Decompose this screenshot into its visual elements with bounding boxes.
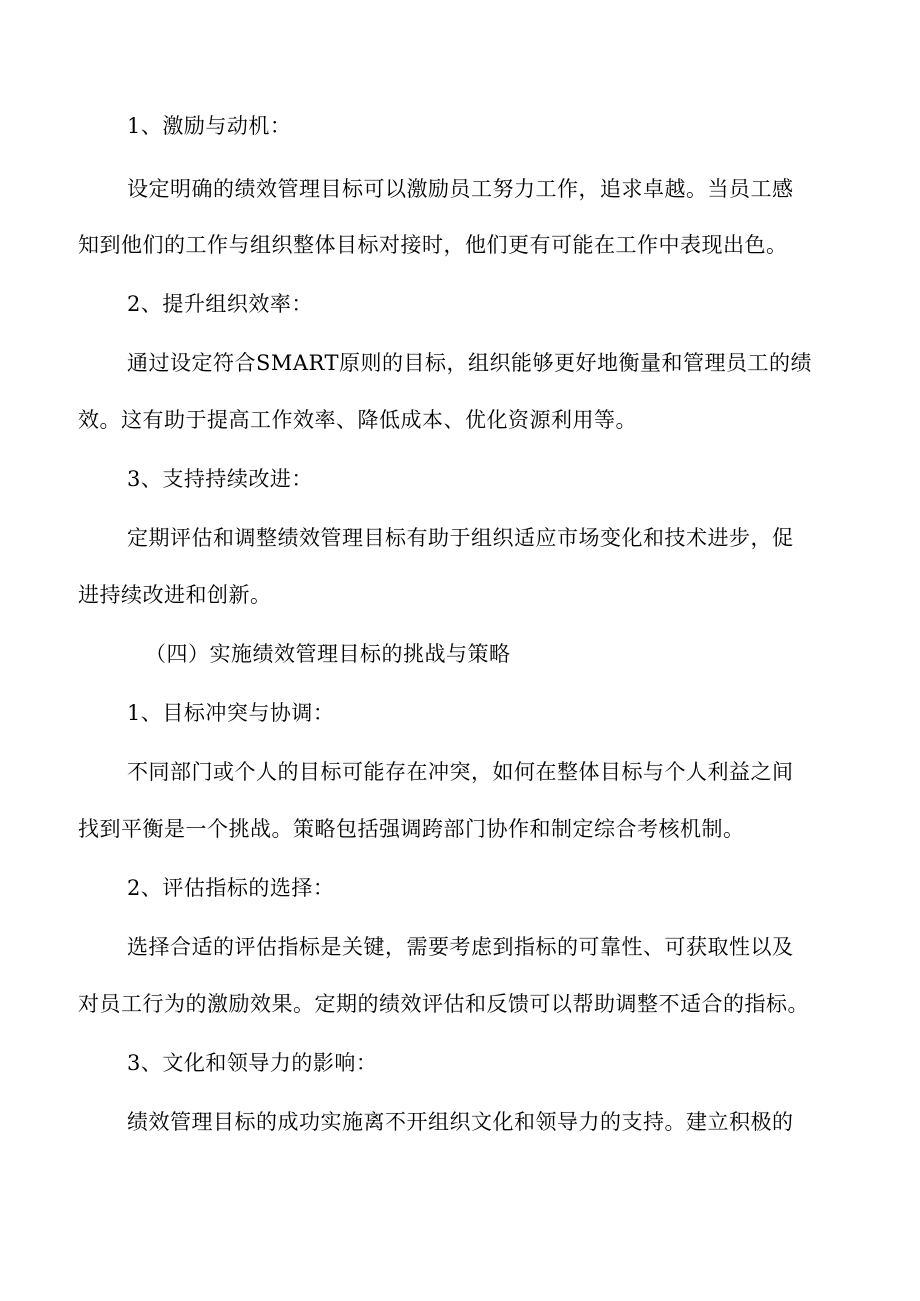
- paragraph-line: 绩效管理目标的成功实施离不开组织文化和领导力的支持。建立积极的: [127, 1110, 794, 1134]
- heading-goal-conflict: 1、目标冲突与协调：: [127, 701, 335, 725]
- paragraph-line: 进持续改进和创新。: [78, 583, 272, 607]
- paragraph-line: 不同部门或个人的目标可能存在冲突，如何在整体目标与个人利益之间: [127, 760, 794, 784]
- heading-improvement: 3、支持持续改进：: [127, 467, 313, 491]
- heading-motivation: 1、激励与动机：: [127, 114, 292, 138]
- paragraph-line: 知到他们的工作与组织整体目标对接时，他们更有可能在工作中表现出色。: [78, 233, 788, 257]
- paragraph-line: 对员工行为的激励效果。定期的绩效评估和反馈可以帮助调整不适合的指标。: [78, 992, 809, 1016]
- paragraph-line: 效。这有助于提高工作效率、降低成本、优化资源利用等。: [78, 408, 637, 432]
- paragraph-line: 通过设定符合SMART原则的目标，组织能够更好地衡量和管理员工的绩: [127, 351, 813, 375]
- paragraph-line: 定期评估和调整绩效管理目标有助于组织适应市场变化和技术进步，促: [127, 526, 794, 550]
- section-title: （四）实施绩效管理目标的挑战与策略: [145, 642, 511, 666]
- heading-culture: 3、文化和领导力的影响：: [127, 1051, 378, 1075]
- paragraph-line: 找到平衡是一个挑战。策略包括强调跨部门协作和制定综合考核机制。: [78, 817, 745, 841]
- paragraph-line: 设定明确的绩效管理目标可以激励员工努力工作，追求卓越。当员工感: [127, 177, 794, 201]
- paragraph-line: 选择合适的评估指标是关键，需要考虑到指标的可靠性、可获取性以及: [127, 935, 794, 959]
- heading-metrics: 2、评估指标的选择：: [127, 876, 335, 900]
- heading-efficiency: 2、提升组织效率：: [127, 292, 313, 316]
